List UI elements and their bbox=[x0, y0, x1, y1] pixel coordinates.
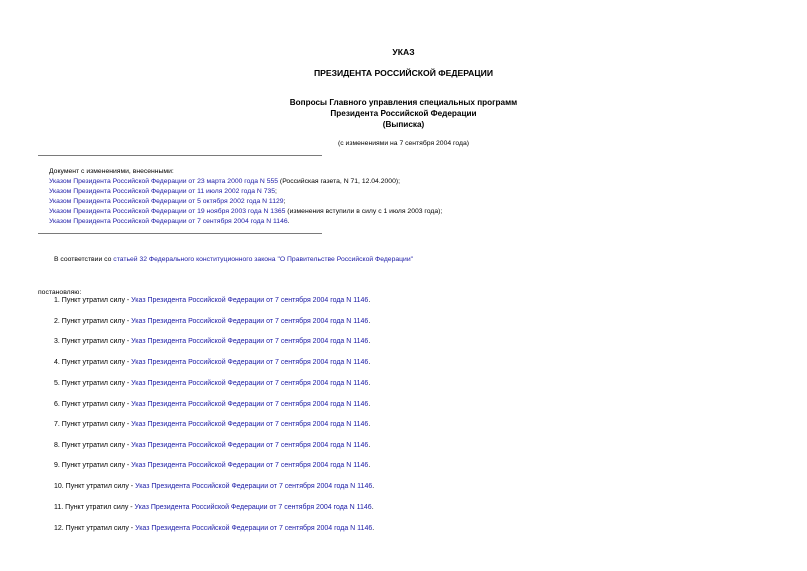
amendment-item bbox=[49, 177, 400, 187]
clause-text: 7. Пункт утратил силу - bbox=[54, 421, 132, 428]
amendment-suffix: (Российская газета, N 71, 12.04.2000); bbox=[278, 178, 400, 185]
clause-text: 5. Пункт утратил силу - bbox=[54, 380, 132, 387]
clause-item bbox=[54, 297, 370, 304]
clause-suffix: . bbox=[368, 338, 371, 345]
clause-suffix: . bbox=[368, 359, 371, 366]
clause-item bbox=[54, 462, 370, 469]
revision-note: (с изменениями на 7 сентября 2004 года) bbox=[338, 140, 469, 147]
clause-suffix: . bbox=[368, 442, 371, 449]
clause-link[interactable]: Указ Президента Российской Федерации от 7 сентября 2004 года N 1146 bbox=[131, 442, 369, 449]
document-title: УКАЗ bbox=[392, 47, 415, 57]
clause-link[interactable]: Указ Президента Российской Федерации от 7 сентября 2004 года N 1146 bbox=[134, 504, 372, 511]
clause-suffix: . bbox=[368, 380, 371, 387]
clause-link[interactable]: Указ Президента Российской Федерации от 7 сентября 2004 года N 1146 bbox=[131, 338, 369, 345]
clause-suffix: . bbox=[368, 318, 371, 325]
document-subject-line-2: Президента Российской Федерации bbox=[330, 109, 477, 118]
clause-item bbox=[54, 442, 370, 449]
clause-suffix: . bbox=[368, 401, 371, 408]
clause-text: 8. Пункт утратил силу - bbox=[54, 442, 132, 449]
amendment-link[interactable]: Указом Президента Российской Федерации от 23 марта 2000 года N 555 bbox=[49, 178, 279, 185]
clause-link[interactable]: Указ Президента Российской Федерации от 7 сентября 2004 года N 1146 bbox=[131, 380, 369, 387]
amendment-link[interactable]: Указом Президента Российской Федерации от 7 сентября 2004 года N 1146 bbox=[49, 218, 288, 225]
clause-link[interactable]: Указ Президента Российской Федерации от 7 сентября 2004 года N 1146 bbox=[131, 462, 369, 469]
amendment-item bbox=[49, 187, 277, 197]
clause-link[interactable]: Указ Президента Российской Федерации от 7 сентября 2004 года N 1146 bbox=[135, 483, 373, 490]
clause-link[interactable]: Указ Президента Российской Федерации от 7 сентября 2004 года N 1146 bbox=[131, 297, 369, 304]
preamble-prefix: В соответствии со bbox=[54, 256, 114, 263]
clause-item bbox=[54, 525, 374, 532]
clause-text: 3. Пункт утратил силу - bbox=[54, 338, 132, 345]
document-subject-line-3: (Выписка) bbox=[382, 120, 425, 129]
clause-suffix: . bbox=[372, 525, 375, 532]
amendment-item bbox=[49, 217, 290, 227]
preamble-link[interactable]: статьей 32 Федерального конституционного закона "О Правительстве Российской Федерации" bbox=[113, 256, 414, 263]
amendment-item bbox=[49, 207, 442, 217]
amendment-suffix: (изменения вступили в силу с 1 июля 2003 года); bbox=[285, 208, 443, 215]
amendment-suffix: ; bbox=[283, 198, 286, 205]
clause-item bbox=[54, 504, 374, 511]
clause-text: 4. Пункт утратил силу - bbox=[54, 359, 132, 366]
clause-item bbox=[54, 318, 370, 325]
clause-text: 1. Пункт утратил силу - bbox=[54, 297, 132, 304]
clause-item bbox=[54, 421, 370, 428]
document-issuer: ПРЕЗИДЕНТА РОССИЙСКОЙ ФЕДЕРАЦИИ bbox=[313, 68, 494, 78]
amendment-item bbox=[49, 197, 285, 207]
clause-suffix: . bbox=[368, 421, 371, 428]
clause-text: 2. Пункт утратил силу - bbox=[54, 318, 132, 325]
clause-text: 6. Пункт утратил силу - bbox=[54, 401, 132, 408]
clause-text: 9. Пункт утратил силу - bbox=[54, 462, 132, 469]
clause-item bbox=[54, 338, 370, 345]
preamble bbox=[54, 256, 413, 263]
document-subject-line-1: Вопросы Главного управления специальных программ bbox=[289, 98, 518, 107]
amendment-link[interactable]: Указом Президента Российской Федерации от 5 октября 2002 года N 1129 bbox=[49, 198, 284, 205]
clause-text: 11. Пункт утратил силу - bbox=[54, 504, 135, 511]
clause-link[interactable]: Указ Президента Российской Федерации от 7 сентября 2004 года N 1146 bbox=[131, 359, 369, 366]
clause-item bbox=[54, 483, 374, 490]
resolve-word: постановляю: bbox=[38, 289, 82, 296]
clause-link[interactable]: Указ Президента Российской Федерации от 7 сентября 2004 года N 1146 bbox=[135, 525, 373, 532]
amendment-link[interactable]: Указом Президента Российской Федерации от 11 июля 2002 года N 735 bbox=[49, 188, 276, 195]
top-divider bbox=[38, 155, 322, 156]
clause-text: 12. Пункт утратил силу - bbox=[54, 525, 136, 532]
clause-link[interactable]: Указ Президента Российской Федерации от 7 сентября 2004 года N 1146 bbox=[131, 401, 369, 408]
clause-suffix: . bbox=[371, 504, 374, 511]
clause-item bbox=[54, 401, 370, 408]
amendment-suffix: . bbox=[287, 218, 290, 225]
clause-link[interactable]: Указ Президента Российской Федерации от 7 сентября 2004 года N 1146 bbox=[131, 421, 369, 428]
bottom-divider bbox=[38, 233, 322, 234]
clause-suffix: . bbox=[372, 483, 375, 490]
amendments-intro: Документ с изменениями, внесенными: bbox=[49, 168, 174, 175]
clause-item bbox=[54, 380, 370, 387]
clause-suffix: . bbox=[368, 462, 371, 469]
amendment-suffix: ; bbox=[275, 188, 277, 195]
clause-item bbox=[54, 359, 370, 366]
amendment-link[interactable]: Указом Президента Российской Федерации от 19 ноября 2003 года N 1365 bbox=[49, 208, 286, 215]
clause-text: 10. Пункт утратил силу - bbox=[54, 483, 136, 490]
clause-suffix: . bbox=[368, 297, 371, 304]
clause-link[interactable]: Указ Президента Российской Федерации от 7 сентября 2004 года N 1146 bbox=[131, 318, 369, 325]
